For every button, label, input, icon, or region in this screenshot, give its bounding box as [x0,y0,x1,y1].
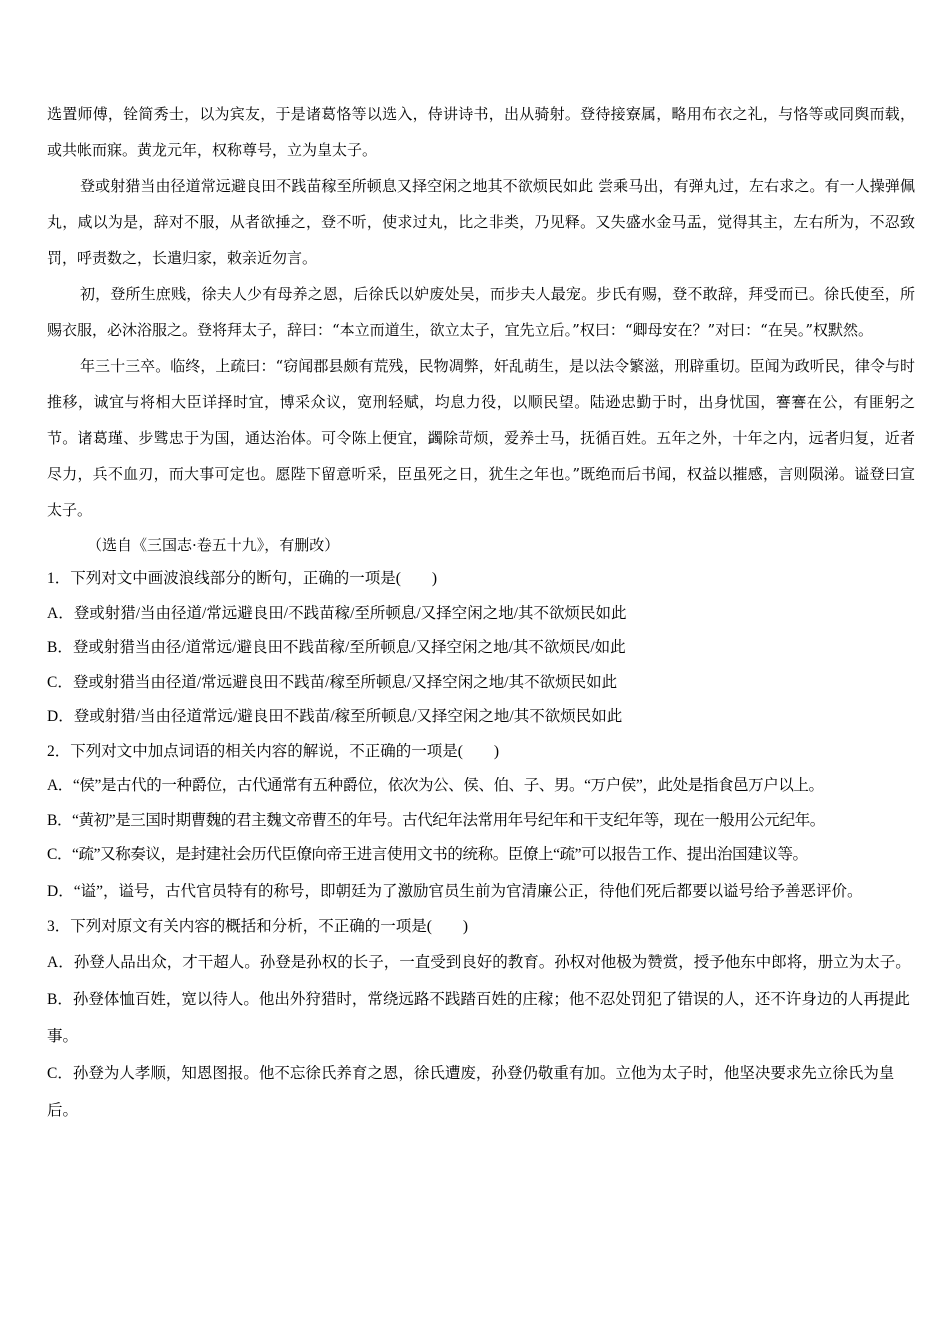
question-1 [47,562,915,735]
option-c: C．登或射猎当由径道/常远避良田不践苗/稼至所顿息/又择空闲之地/其不欲烦民如此 [47,673,618,691]
option-b: B．登或射猎当由径/道常远/避良田不践苗稼/至所顿息/又择空闲之地/其不欲烦民/如此 [47,639,626,656]
option-c: C．“疏”又称奏议，是封建社会历代臣僚向帝王进言使用文书的统称。臣僚上“疏”可以报告工作、提出治国建议等。 [47,846,808,863]
passage-paragraph: 初，登所生庶贱，徐夫人少有母养之恩，后徐氏以妒废处吴，而步夫人最宠。步氏有赐，登不敢辞，拜受而已。徐氏使至，所赐衣服，必沐浴服之。登将拜太子，辞曰：“本立而道生，欲立太子，宜先立后。”权曰：“卿母安在？”对曰：“在吴。”权默然。 [47,285,915,339]
option-a: A．登或射猎/当由径道/常远避良田/不践苗稼/至所顿息/又择空闲之地/其不欲烦民如此 [47,604,627,622]
question-2 [47,735,915,910]
question-3 [47,910,915,1130]
option-d: D．登或射猎/当由径道常远/避良田不践苗/稼至所顿息/又择空闲之地/其不欲烦民如此 [47,708,623,725]
classical-passage [47,96,915,562]
option-c: C．孙登为人孝顺，知恩图报。他不忘徐氏养育之恩，徐氏遭废，孙登仍敬重有加。立他为太子时，他坚决要求先立徐氏为皇后。 [47,1065,895,1119]
question-stem: 1．下列对文中画波浪线部分的断句，正确的一项是( ) [47,570,438,587]
passage-paragraph: 年三十三卒。临终，上疏曰：“窃闻郡县颇有荒残，民物凋弊，奸乱萌生，是以法令繁滋，刑辟重切。臣闻为政听民，律令与时推移，诚宜与将相大臣详择时宜，博采众议，宽刑轻赋，均息力役，以顺民望。陆逊忠勤于时，出身忧国，謇謇在公，有匪躬之节。诸葛瑾、步骘忠于为国，通达治体。可令陈上便宜，蠲除苛烦，爱养士马，抚循百姓。五年之外，十年之内，远者归复，近者尽力，兵不血刃，而大事可定也。愿陛下留意听采，臣虽死之日，犹生之年也。”既绝而后书闻，权益以摧感，言则陨涕。谥登曰宣太子。 [47,357,915,519]
question-stem: 2．下列对文中加点词语的相关内容的解说，不正确的一项是( ) [47,742,500,760]
passage-paragraph: 选置师傅，铨简秀士，以为宾友，于是诸葛恪等以选入，侍讲诗书，出从骑射。登待接寮属，略用布衣之礼，与恪等或同舆而载，或共帐而寐。黄龙元年，权称尊号，立为皇太子。 [47,105,915,159]
passage-paragraph: 登或射猎当由径道常远避良田不践苗稼至所顿息又择空闲之地其不欲烦民如此 尝乘马出，有弹丸过，左右求之。有一人操弹佩丸，咸以为是，辞对不服，从者欲捶之，登不听，使求过丸，比之非类，乃见释。又失盛水金马盂，觉得其主，左右所为，不忍致罚，呼责数之，长遣归家，敕亲近勿言。 [47,177,915,267]
option-d: D．“谥”，谥号，古代官员特有的称号，即朝廷为了激励官员生前为官清廉公正，待他们死后都要以谥号给予善恶评价。 [47,882,863,900]
option-a: A．“侯”是古代的一种爵位，古代通常有五种爵位，依次为公、侯、伯、子、男。“万户侯”，此处是指食邑万户以上。 [47,777,824,794]
option-b: B．孙登体恤百姓，宽以待人。他出外狩猎时，常绕远路不践踏百姓的庄稼；他不忍处罚犯了错误的人，还不许身边的人再提此事。 [47,991,910,1045]
passage-source: （选自《三国志·卷五十九》，有删改） [87,536,340,554]
question-stem: 3．下列对原文有关内容的概括和分析，不正确的一项是( ) [47,917,469,935]
option-b: B．“黄初”是三国时期曹魏的君主魏文帝曹丕的年号。古代纪年法常用年号纪年和干支纪年等，现在一般用公元纪年。 [47,811,825,829]
option-a: A．孙登人品出众，才干超人。孙登是孙权的长子，一直受到良好的教育。孙权对他极为赞赏，授予他东中郎将，册立为太子。 [47,954,911,971]
exam-page [47,96,915,1129]
